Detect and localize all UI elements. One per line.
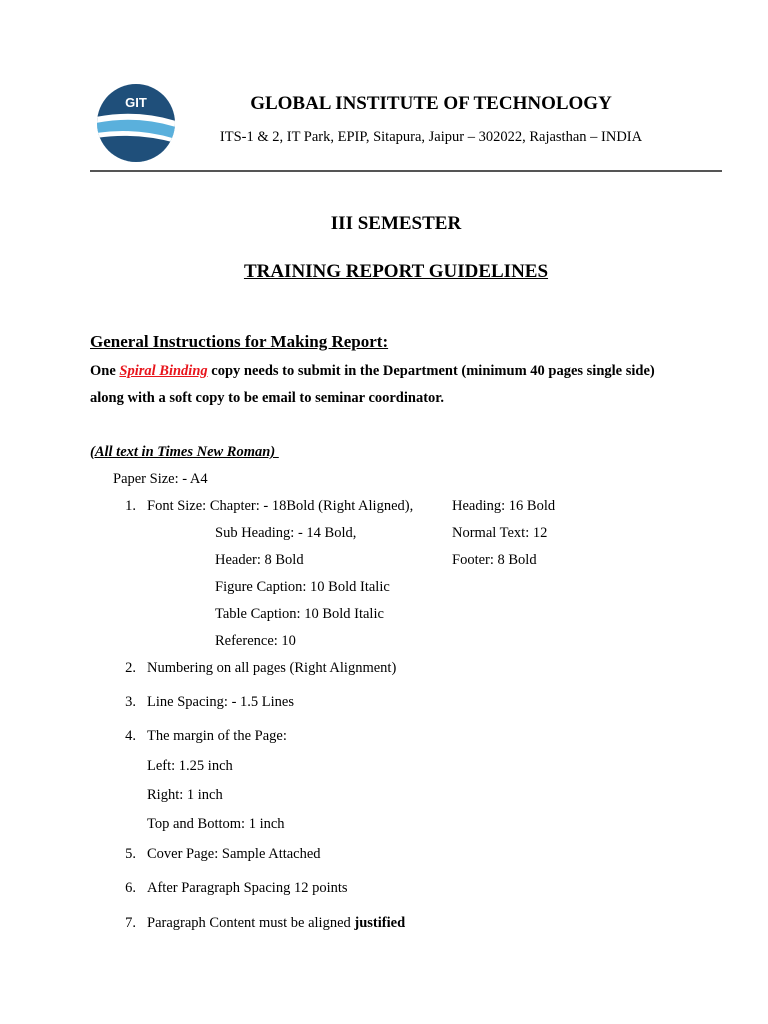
font-size-header: Header: 8 Bold bbox=[215, 552, 304, 568]
semester-title: III SEMESTER bbox=[330, 213, 462, 234]
font-size-footer: Footer: 8 Bold bbox=[452, 552, 537, 568]
font-size-normal-text: Normal Text: 12 bbox=[452, 525, 548, 541]
institute-address: ITS-1 & 2, IT Park, EPIP, Sitapura, Jaipur – 302022, Rajasthan – INDIA bbox=[219, 129, 643, 145]
font-size-table-caption: Table Caption: 10 Bold Italic bbox=[215, 606, 384, 622]
list-number: 5. bbox=[125, 846, 136, 862]
font-size-reference: Reference: 10 bbox=[215, 633, 296, 649]
justified-bold: justified bbox=[354, 915, 406, 931]
list-number: 3. bbox=[125, 694, 136, 710]
font-size-sub-heading: Sub Heading: - 14 Bold, bbox=[215, 525, 357, 541]
font-size-figure-caption: Figure Caption: 10 Bold Italic bbox=[215, 579, 390, 595]
general-instructions-heading: General Instructions for Making Report: bbox=[90, 332, 389, 351]
logo-text: GIT bbox=[125, 95, 147, 110]
instruction-line-1-post: copy needs to submit in the Department (minimum 40 pages single side) bbox=[207, 363, 655, 379]
margin-left: Left: 1.25 inch bbox=[147, 758, 233, 774]
font-note: (All text in Times New Roman) bbox=[90, 444, 279, 460]
instruction-line-2: along with a soft copy to be email to seminar coordinator. bbox=[90, 390, 445, 406]
list-item-paragraph-spacing: After Paragraph Spacing 12 points bbox=[147, 880, 348, 896]
paper-size: Paper Size: - A4 bbox=[113, 471, 208, 487]
spiral-binding-highlight: Spiral Binding bbox=[119, 363, 208, 379]
list-item-margin: The margin of the Page: bbox=[147, 728, 287, 744]
list-item-cover-page: Cover Page: Sample Attached bbox=[147, 846, 321, 862]
justified-pre: Paragraph Content must be aligned bbox=[147, 915, 355, 931]
margin-top-bottom: Top and Bottom: 1 inch bbox=[147, 816, 285, 832]
margin-right: Right: 1 inch bbox=[147, 787, 223, 803]
list-item-numbering: Numbering on all pages (Right Alignment) bbox=[147, 660, 397, 676]
header-divider bbox=[90, 170, 722, 172]
list-number: 6. bbox=[125, 880, 136, 896]
instruction-line-1-pre: One bbox=[90, 363, 120, 379]
institute-name: GLOBAL INSTITUTE OF TECHNOLOGY bbox=[250, 93, 612, 114]
guidelines-title: TRAINING REPORT GUIDELINES bbox=[243, 261, 549, 282]
instruction-line-1 bbox=[90, 363, 655, 380]
list-item-justified bbox=[147, 915, 405, 932]
list-number: 1. bbox=[125, 498, 136, 514]
list-number: 7. bbox=[125, 915, 136, 931]
list-item-line-spacing: Line Spacing: - 1.5 Lines bbox=[147, 694, 294, 710]
institute-logo bbox=[96, 83, 176, 163]
list-item-font-size: Font Size: Chapter: - 18Bold (Right Aligned), bbox=[147, 498, 414, 514]
list-number: 4. bbox=[125, 728, 136, 744]
list-number: 2. bbox=[125, 660, 136, 676]
font-size-heading: Heading: 16 Bold bbox=[452, 498, 556, 514]
